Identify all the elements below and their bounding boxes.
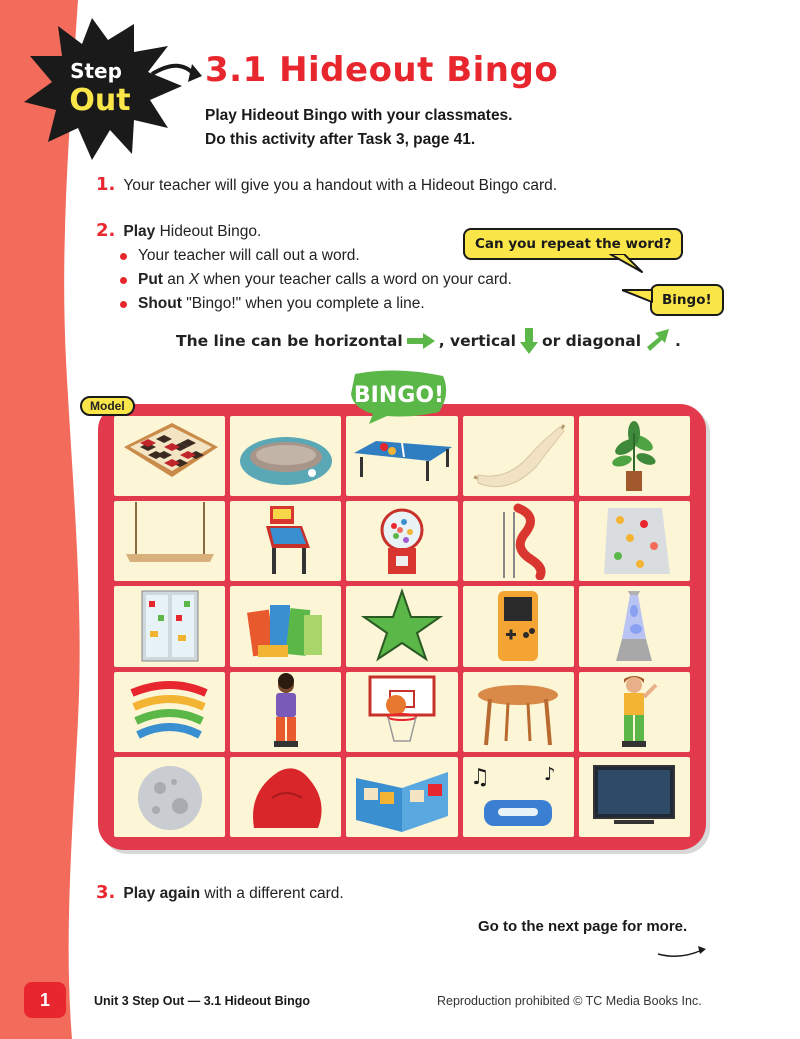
lava-lamp-icon (580, 587, 688, 665)
bullet-2-italic: X (188, 271, 200, 288)
svg-text:♪: ♪ (544, 763, 556, 785)
line-note-part3: or diagonal (541, 332, 642, 350)
potted-plant-icon (580, 417, 688, 495)
star-cell (346, 586, 457, 666)
gumball-machine-cell (346, 501, 457, 581)
next-page-note: Go to the next page for more. (478, 918, 688, 935)
slide-icon (464, 502, 572, 580)
step-2-bullets (118, 244, 512, 316)
bullet-2-bold: Put (138, 271, 163, 288)
line-note-part1: The line can be horizontal (176, 332, 403, 350)
step-3-number: 3. (96, 882, 116, 903)
pet-bed-icon (232, 417, 340, 495)
snacks-cell (230, 586, 341, 666)
boy-icon (232, 673, 340, 751)
step-1 (96, 174, 557, 195)
footer-unit: Unit 3 Step Out — 3.1 Hideout Bingo (94, 994, 310, 1008)
step-2-bold: Play (123, 223, 156, 240)
line-note-part4: . (675, 332, 681, 350)
gumball-machine-icon (348, 502, 456, 580)
refrigerator-cell (114, 586, 225, 666)
comic-book-icon (348, 758, 456, 836)
step-2-number: 2. (96, 220, 116, 241)
swing-icon (116, 502, 224, 580)
step-1-number: 1. (96, 174, 116, 195)
potted-plant-cell (579, 416, 690, 496)
curved-arrow-icon (656, 944, 708, 960)
step-2 (96, 220, 261, 241)
line-note-part2: , vertical (438, 332, 516, 350)
bullet-2-text: when your teacher calls a word on your card. (199, 271, 512, 288)
bingo-grid (114, 416, 690, 837)
bullet-1 (118, 244, 512, 268)
table-cell (463, 672, 574, 752)
basketball-hoop-icon (348, 673, 456, 751)
page-number: 1 (24, 982, 66, 1018)
checkers-board-cell (114, 416, 225, 496)
table-icon (464, 673, 572, 751)
climbing-wall-icon (580, 502, 688, 580)
arrow-down-icon (520, 328, 538, 354)
intro-line1: Play Hideout Bingo with your classmates. (205, 107, 513, 124)
step-3-text: with a different card. (200, 885, 344, 902)
lava-lamp-cell (579, 586, 690, 666)
star-icon (348, 587, 456, 665)
speaker-cell (463, 757, 574, 837)
bullet-2 (118, 268, 512, 292)
bingo-bubble: Bingo! (650, 284, 724, 316)
footer-copyright: Reproduction prohibited © TC Media Books Inc. (437, 994, 702, 1008)
girl-icon (580, 673, 688, 751)
game-console-icon (464, 587, 572, 665)
boy-cell (230, 672, 341, 752)
game-console-cell (463, 586, 574, 666)
bingo-label-text: BINGO! (353, 383, 445, 408)
intro-line2: Do this activity after Task 3, page 41. (205, 131, 476, 148)
repeat-bubble: Can you repeat the word? (463, 228, 683, 260)
bullet-3-bold: Shout (138, 295, 182, 312)
step-3 (96, 882, 344, 903)
page-title: 3.1 Hideout Bingo (205, 50, 559, 90)
ping-pong-table-cell (346, 416, 457, 496)
climbing-wall-cell (579, 501, 690, 581)
basketball-hoop-cell (346, 672, 457, 752)
television-cell (579, 757, 690, 837)
bean-bag-icon (232, 758, 340, 836)
bean-bag-cell (230, 757, 341, 837)
moon-cell (114, 757, 225, 837)
bingo-card (98, 404, 706, 850)
hammock-cell (463, 416, 574, 496)
step-3-bold: Play again (123, 885, 201, 902)
girl-cell (579, 672, 690, 752)
swing-cell (114, 501, 225, 581)
bullet-3 (118, 292, 512, 316)
moon-icon (116, 758, 224, 836)
tape-measure-icon (116, 673, 224, 751)
badge-line2: Out (69, 83, 131, 118)
bingo-bubble-tail (622, 288, 654, 304)
speaker-icon (464, 758, 572, 836)
ping-pong-table-icon (348, 417, 456, 495)
svg-text:♫: ♫ (470, 764, 490, 790)
checkers-board-icon (116, 417, 224, 495)
step-1-text: Your teacher will give you a handout with a Hideout Bingo card. (123, 177, 558, 194)
snacks-icon (232, 587, 340, 665)
badge-line1: Step (70, 59, 122, 83)
bullet-2-pre: an (162, 271, 189, 288)
tape-measure-cell (114, 672, 225, 752)
line-note (176, 328, 681, 354)
model-label: Model (80, 396, 135, 416)
refrigerator-icon (116, 587, 224, 665)
television-icon (580, 758, 688, 836)
hammock-icon (464, 417, 572, 495)
pinball-machine-cell (230, 501, 341, 581)
pet-bed-cell (230, 416, 341, 496)
slide-cell (463, 501, 574, 581)
step-out-badge (22, 14, 202, 164)
comic-book-cell (346, 757, 457, 837)
pinball-machine-icon (232, 502, 340, 580)
bullet-1-text: Your teacher will call out a word. (138, 247, 360, 264)
arrow-diagonal-icon (645, 329, 671, 353)
bullet-3-text: "Bingo!" when you complete a line. (181, 295, 425, 312)
step-2-text: Hideout Bingo. (155, 223, 262, 240)
arrow-right-icon (407, 333, 435, 349)
intro (205, 104, 513, 152)
repeat-bubble-tail (606, 254, 646, 274)
bingo-label (343, 366, 453, 426)
